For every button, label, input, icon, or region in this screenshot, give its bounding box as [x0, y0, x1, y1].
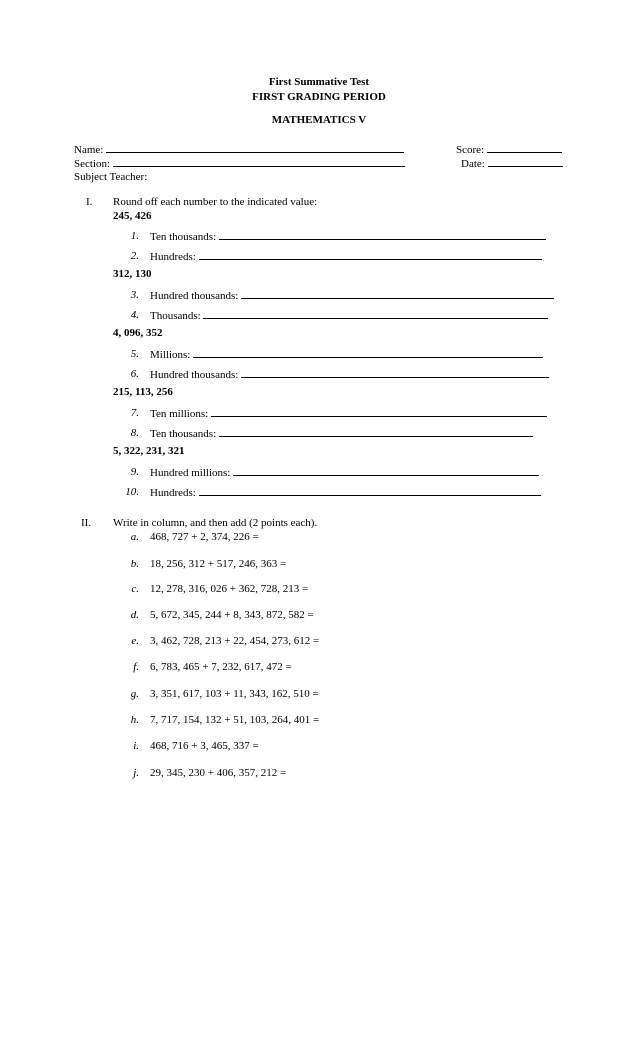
question-label: Hundred millions:: [150, 467, 231, 479]
addition-problem: 3, 351, 617, 103 + 11, 343, 162, 510 =: [150, 688, 319, 700]
section-blank: [113, 157, 405, 167]
answer-blank: [241, 289, 554, 299]
question-item: [150, 309, 548, 322]
part1-numeral: I.: [86, 196, 93, 208]
group-number: 312, 130: [113, 268, 152, 280]
item-number: 5.: [130, 348, 139, 360]
item-number: 2.: [130, 250, 139, 262]
question-item: [150, 486, 541, 499]
item-letter: b.: [130, 558, 139, 570]
date-field: [461, 157, 563, 170]
teacher-field: [74, 171, 147, 183]
question-item: [150, 466, 539, 479]
item-number: 9.: [130, 466, 139, 478]
item-letter: c.: [131, 583, 139, 595]
item-number: 3.: [130, 289, 139, 301]
question-label: Ten millions:: [150, 408, 209, 420]
question-label: Ten thousands:: [150, 231, 217, 243]
item-letter: i.: [133, 740, 139, 752]
question-item: [150, 427, 533, 440]
addition-problem: 468, 716 + 3, 465, 337 =: [150, 740, 259, 752]
item-number: 1.: [130, 230, 139, 242]
item-letter: a.: [130, 531, 139, 543]
question-item: [150, 289, 554, 302]
score-blank: [487, 143, 562, 153]
answer-blank: [241, 368, 549, 378]
section-field: [74, 157, 405, 170]
part1-instruction: Round off each number to the indicated value:: [113, 196, 318, 208]
question-label: Hundreds:: [150, 487, 196, 499]
question-label: Hundred thousands:: [150, 369, 239, 381]
question-label: Ten thousands:: [150, 428, 217, 440]
answer-blank: [193, 348, 543, 358]
item-number: 10.: [125, 486, 139, 498]
subject-title: MATHEMATICS V: [271, 114, 367, 126]
item-letter: e.: [131, 635, 139, 647]
grading-period: FIRST GRADING PERIOD: [252, 91, 386, 103]
item-letter: g.: [130, 688, 139, 700]
question-item: [150, 250, 542, 263]
addition-problem: 3, 462, 728, 213 + 22, 454, 273, 612 =: [150, 635, 320, 647]
item-letter: f.: [133, 661, 139, 673]
addition-problem: 18, 256, 312 + 517, 246, 363 =: [150, 558, 287, 570]
item-letter: d.: [130, 609, 139, 621]
answer-blank: [219, 427, 533, 437]
score-field: [456, 143, 562, 156]
group-number: 245, 426: [113, 210, 152, 222]
addition-problem: 468, 727 + 2, 374, 226 =: [150, 531, 259, 543]
item-number: 4.: [130, 309, 139, 321]
question-label: Millions:: [150, 349, 191, 361]
question-item: [150, 348, 543, 361]
answer-blank: [199, 486, 541, 496]
item-number: 8.: [130, 427, 139, 439]
question-label: Thousands:: [150, 310, 201, 322]
section-label: Section:: [74, 158, 111, 170]
group-number: 4, 096, 352: [113, 327, 163, 339]
part2-instruction: Write in column, and then add (2 points each).: [113, 517, 318, 529]
name-field: [74, 143, 404, 156]
name-label: Name:: [74, 144, 104, 156]
question-item: [150, 230, 546, 243]
answer-blank: [211, 407, 547, 417]
answer-blank: [199, 250, 542, 260]
part2-numeral: II.: [81, 517, 92, 529]
question-item: [150, 368, 549, 381]
test-title: First Summative Test: [268, 76, 370, 88]
teacher-label: Subject Teacher:: [74, 171, 148, 183]
answer-blank: [219, 230, 546, 240]
item-number: 7.: [130, 407, 139, 419]
addition-problem: 5, 672, 345, 244 + 8, 343, 872, 582 =: [150, 609, 314, 621]
answer-blank: [233, 466, 539, 476]
question-label: Hundreds:: [150, 251, 196, 263]
answer-blank: [203, 309, 548, 319]
addition-problem: 29, 345, 230 + 406, 357, 212 =: [150, 767, 287, 779]
addition-problem: 7, 717, 154, 132 + 51, 103, 264, 401 =: [150, 714, 320, 726]
addition-problem: 12, 278, 316, 026 + 362, 728, 213 =: [150, 583, 309, 595]
addition-problem: 6, 783, 465 + 7, 232, 617, 472 =: [150, 661, 292, 673]
group-number: 215, 113, 256: [113, 386, 173, 398]
date-blank: [488, 157, 563, 167]
group-number: 5, 322, 231, 321: [113, 445, 185, 457]
name-blank: [106, 143, 404, 153]
question-label: Hundred thousands:: [150, 290, 239, 302]
date-label: Date:: [461, 158, 485, 170]
item-letter: h.: [130, 714, 139, 726]
item-number: 6.: [130, 368, 139, 380]
question-item: [150, 407, 547, 420]
score-label: Score:: [456, 144, 485, 156]
item-letter: j.: [133, 767, 139, 779]
